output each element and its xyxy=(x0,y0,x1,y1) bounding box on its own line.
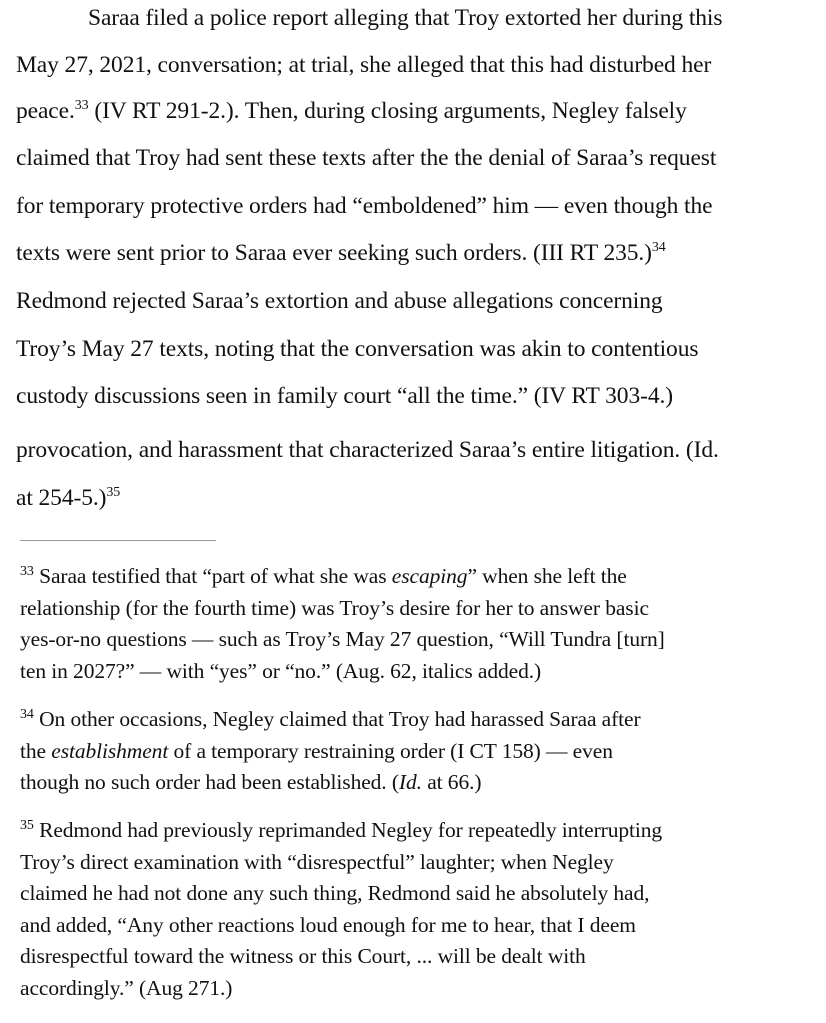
body-line-5: for temporary protective orders had “emboldened” him — even though the xyxy=(16,193,713,219)
footnote-line: and added, “Any other reactions loud enough for me to hear, that I deem xyxy=(20,912,636,937)
body-text: peace. xyxy=(16,98,75,124)
body-line-8: Troy’s May 27 texts, noting that the conversation was akin to contentious xyxy=(16,336,699,362)
footnote-text: though no such order had been established. ( xyxy=(20,770,399,794)
footnote-text: of a temporary restraining order (I CT 158) — even xyxy=(168,738,613,763)
footnote-line xyxy=(20,561,820,593)
body-text: texts were sent prior to Saraa ever seeking such orders. (III RT 235.) xyxy=(16,240,652,266)
footnote-line: ten in 2027?” — with “yes” or “no.” (Aug. 62, italics added.) xyxy=(20,658,542,683)
footnote-line: claimed he had not done any such thing, Redmond said he absolutely had, xyxy=(20,881,650,905)
footnote-line xyxy=(20,704,820,736)
body-line-11 xyxy=(16,484,120,512)
footnote-text: ” when she left the xyxy=(467,564,627,588)
footnote-ref-33[interactable]: 33 xyxy=(74,98,89,114)
footnote-text: Saraa testified that “part of what she was xyxy=(33,564,392,588)
footnote-line: Troy’s direct examination with “disrespectful” laughter; when Negley xyxy=(20,849,614,874)
footnote-text: the xyxy=(20,738,52,763)
footnote-text: On other occasions, Negley claimed that Troy had harassed Saraa after xyxy=(33,707,641,731)
footnote-separator xyxy=(20,540,216,541)
body-line-7: Redmond rejected Saraa’s extortion and abuse allegations concerning xyxy=(16,288,663,314)
footnote-text: Redmond had previously reprimanded Negley for repeatedly interrupting xyxy=(33,818,663,842)
footnote-emphasis: escaping xyxy=(391,564,468,588)
body-line-4: claimed that Troy had sent these texts after the the denial of Saraa’s request xyxy=(16,145,717,171)
footnote-number: 33 xyxy=(20,563,34,579)
footnote-ref-34[interactable]: 34 xyxy=(651,240,666,256)
footnote-line xyxy=(20,736,820,768)
footnote-emphasis: Id. xyxy=(398,770,422,794)
footnote-line: yes-or-no questions — such as Troy’s May 27 question, “Will Tundra [turn] xyxy=(20,627,665,651)
footnote-text: at 66.) xyxy=(421,770,482,794)
body-line-1: Saraa filed a police report alleging that Troy extorted her during this xyxy=(88,5,723,31)
footnote-line: relationship (for the fourth time) was Troy’s desire for her to answer basic xyxy=(20,595,649,620)
body-line-3 xyxy=(16,97,687,125)
footnote-34 xyxy=(20,704,820,799)
footnote-ref-35[interactable]: 35 xyxy=(106,485,121,501)
footnote-line xyxy=(20,815,820,847)
body-line-10: provocation, and harassment that characterized Saraa’s entire litigation. (Id. xyxy=(16,437,719,463)
footnote-line: accordingly.” (Aug 271.) xyxy=(20,975,233,1000)
footnote-number: 34 xyxy=(20,706,34,722)
body-line-2: May 27, 2021, conversation; at trial, she alleged that this had disturbed her xyxy=(16,52,712,78)
footnote-33 xyxy=(20,561,820,687)
footnote-line xyxy=(20,767,820,799)
body-text: at 254-5.) xyxy=(16,485,107,511)
footnote-line: disrespectful toward the witness or this Court, ... will be dealt with xyxy=(20,944,586,968)
body-text: (IV RT 291-2.). Then, during closing arguments, Negley falsely xyxy=(88,98,687,124)
footnote-emphasis: establishment xyxy=(51,738,169,763)
footnote-number: 35 xyxy=(20,817,34,833)
body-line-6 xyxy=(16,239,666,267)
footnote-35 xyxy=(20,815,820,1004)
body-line-9: custody discussions seen in family court “all the time.” (IV RT 303-4.) xyxy=(16,383,673,409)
